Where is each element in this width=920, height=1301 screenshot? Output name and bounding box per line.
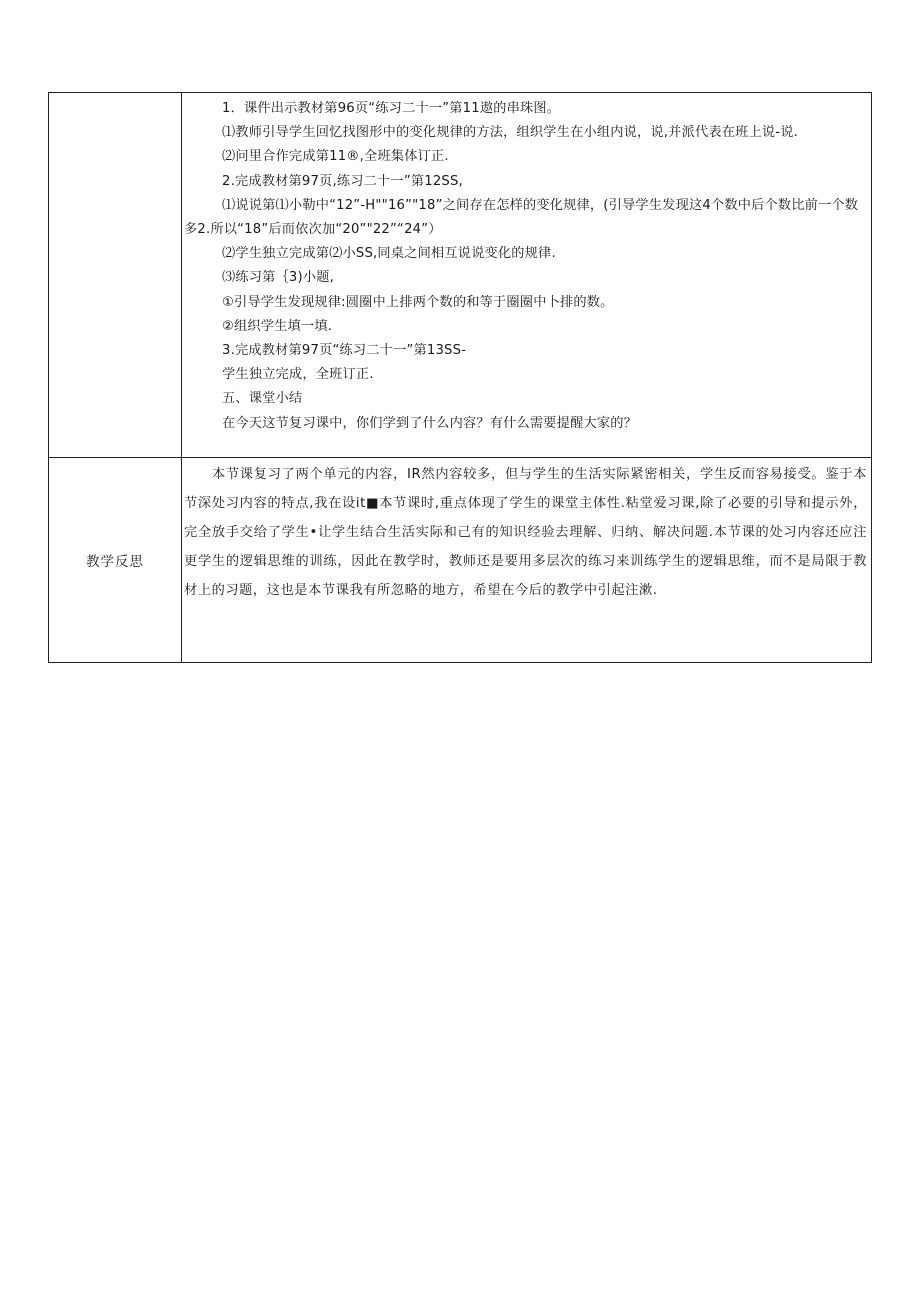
reflection-content [182, 458, 871, 607]
teaching-process-row [49, 93, 872, 458]
process-line: ⑴说说第⑴小勒中“12”-H""16”"18”之间存在怎样的变化规律，(引导学生发现这4个数中后个数比前一个数多2.所以“18”后而依次加“20”"22”“24”） [184, 197, 859, 238]
process-line: ⑵问里合作完成第11®,全班集体订正. [222, 149, 449, 165]
process-line: 2.完成教材第97页,练习二十一”第12SS, [222, 173, 463, 189]
reflection-content-cell [182, 458, 872, 663]
process-line: ⑶练习第｛3)小题, [222, 270, 335, 286]
process-line: ①引导学生发现规律:圆圈中上排两个数的和等于圈圈中卜排的数。 [222, 294, 614, 310]
process-content-cell [182, 93, 872, 458]
process-line: 五、课堂小结 [222, 391, 303, 407]
process-line: ⑵学生独立完成第⑵小SS,同桌之间相互说说变化的规律. [222, 246, 556, 262]
reflection-label: 教学反思 [49, 458, 182, 663]
reflection-text: 本节课复习了两个单元的内容，IR然内容较多，但与学生的生活实际紧密相关，学生反而容易接受。鉴于本节深处习内容的特点,我在设it■本节课时,重点体现了学生的课堂主体性.粘堂爱习课,除了必要的引导和提示外，完全放手交给了学生•让学生结合生活实际和己有的知识经验去理解、归纳、解决问题.本节课的处习内容还应注更学生的逻辑思维的训练，因此在教学时，教师还是要用多层次的练习来训练学生的逻辑思维，而不是局限于教材上的习题，这也是本节课我有所忽略的地方，希望在今后的教学中引起注漱. [184, 467, 867, 598]
process-label-cell [49, 93, 182, 458]
process-line: 3.完成教材第97页“练习二十一”第13SS- [222, 343, 467, 359]
process-line: 在今天这节复习课中，你们学到了什么内容？有什么需要提醒大家的？ [222, 415, 638, 431]
process-line: ⑴教师引导学生回忆找图形中的变化规律的方法，组织学生在小组内说，说,并派代表在班上说-说. [222, 125, 799, 141]
process-line: ②组织学生填一填. [222, 318, 333, 334]
lesson-plan-table [48, 92, 872, 663]
process-content [182, 93, 871, 440]
process-line: 1．课件出示教材第96页“练习二十一”第11遨的串珠图。 [222, 101, 561, 116]
teaching-reflection-row [49, 458, 872, 663]
process-line: 学生独立完成，全班订正. [222, 367, 374, 383]
